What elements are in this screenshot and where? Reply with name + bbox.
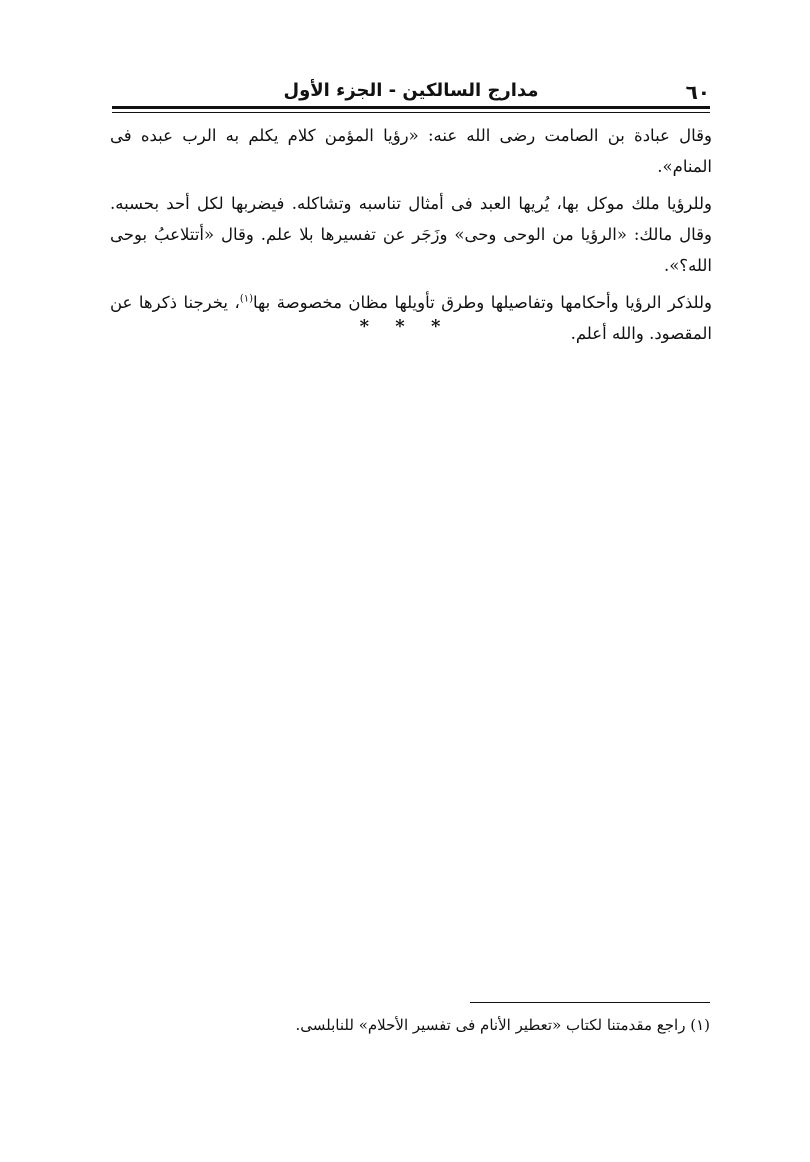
page-header [112, 78, 710, 106]
paragraph-3-text-start: وللذكر الرؤيا وأحكامها وتفاصيلها وطرق تأويلها مظان مخصوصة بها [253, 293, 712, 312]
footnote: (١) راجع مقدمتنا لكتاب «تعطير الأنام فى تفسير الأحلام» للنابلسى. [295, 1016, 710, 1034]
paragraph-3-text-end: ، يخرجنا ذكرها عن المقصود. والله أعلم. [110, 293, 712, 343]
header-rule-thin [112, 112, 710, 113]
page-number: ٦٠ [685, 80, 710, 104]
header-rule-thick [112, 106, 710, 109]
running-title: مدارج السالكين - الجزء الأول [283, 80, 539, 101]
footnote-reference[interactable]: (١) [239, 293, 254, 305]
paragraph-1: وقال عبادة بن الصامت رضى الله عنه: «رؤيا المؤمن كلام يكلم به الرب عبده فى المنام». [110, 126, 712, 176]
section-ornament: * * * [359, 316, 451, 337]
footnote-rule [470, 1002, 710, 1003]
paragraph-2: وللرؤيا ملك موكل بها، يُريها العبد فى أمثال تناسبه وتشاكله. فيضربها لكل أحد بحسبه. وقال مالك: «الرؤيا من الوحى وحى» وزَجَر عن تفسيرها بلا علم. وقال «أتتلاعبُ بوحى الله؟». [110, 194, 712, 275]
